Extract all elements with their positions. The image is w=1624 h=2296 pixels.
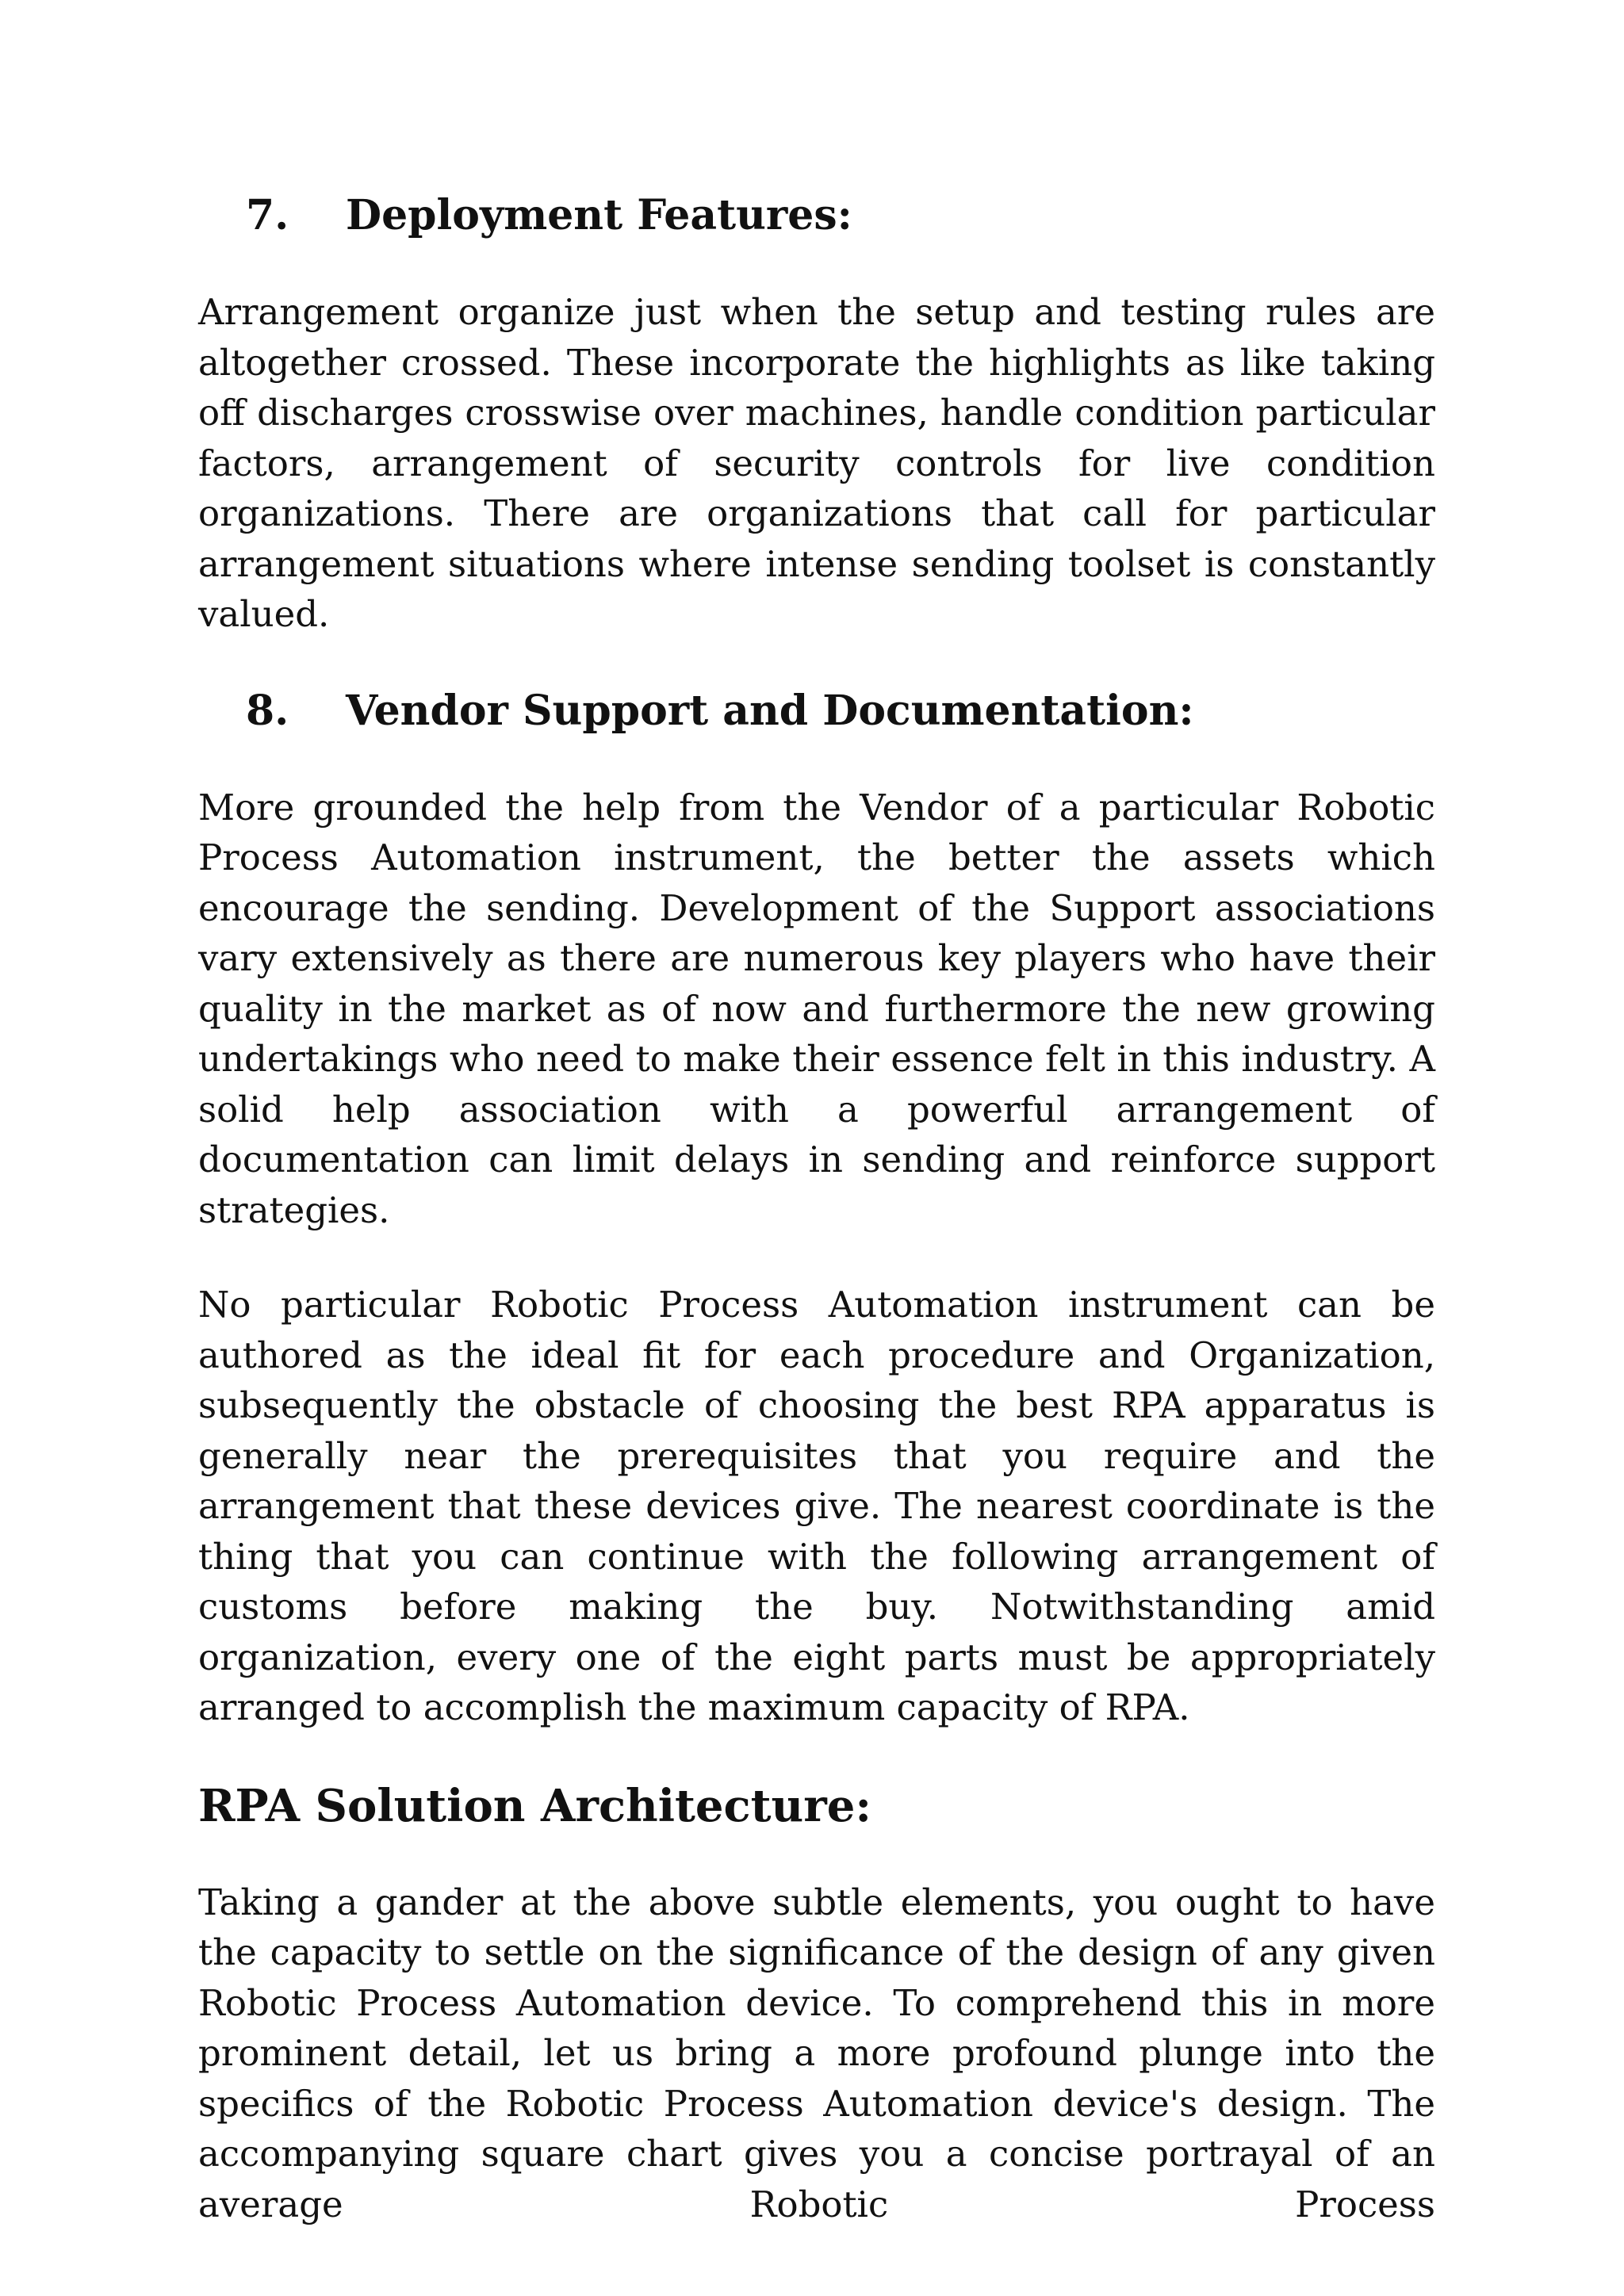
section-number: 8. [246,686,289,735]
heading-rpa-solution-architecture: RPA Solution Architecture: [198,1779,872,1832]
section-heading-vendor-support [198,686,1435,737]
document-page [198,190,1435,2229]
paragraph-rpa-tool-selection: No particular Robotic Process Automation instrument can be authored as the ideal fit for each procedure and Organization, subsequently the obstacle of choosing the best RPA apparatus is generally near the prerequisites that you require and the arrangement that these devices give. The nearest coordinate is the thing that you can continue with the following arrangement of customs before making the buy. Notwithstanding amid organization, every one of the eight parts must be appropriately arranged to accomplish the maximum capacity of RPA. [198,1284,1435,1728]
section-title: Deployment Features: [346,191,852,239]
paragraph-vendor-support: More grounded the help from the Vendor of a particular Robotic Process Automation instrument, the better the assets which encourage the sending. Development of the Support associations vary extensively as there are numerous key players who have their quality in the market as of now and furthermore the new growing undertakings who need to make their essence felt in this industry. A solid help association with a powerful arrangement of documentation can limit delays in sending and reinforce support strategies. [198,786,1435,1231]
section-title: Vendor Support and Documentation: [346,686,1194,735]
section-number: 7. [246,191,289,239]
section-heading-deployment-features [198,190,1435,241]
paragraph-rpa-solution-architecture: Taking a gander at the above subtle elements, you ought to have the capacity to settle on the significance of the design of any given Robotic Process Automation device. To comprehend this in more prominent detail, let us bring a more profound plunge into the specifics of the Robotic Process Automation device's design. The accompanying square chart gives you a concise portrayal of an average Robotic Process [198,1881,1435,2225]
paragraph-deployment-features: Arrangement organize just when the setup and testing rules are altogether crossed. These incorporate the highlights as like taking off discharges crosswise over machines, handle condition particular factors, arrangement of security controls for live condition organizations. There are organizations that call for particular arrangement situations where intense sending toolset is constantly valued. [198,291,1435,635]
